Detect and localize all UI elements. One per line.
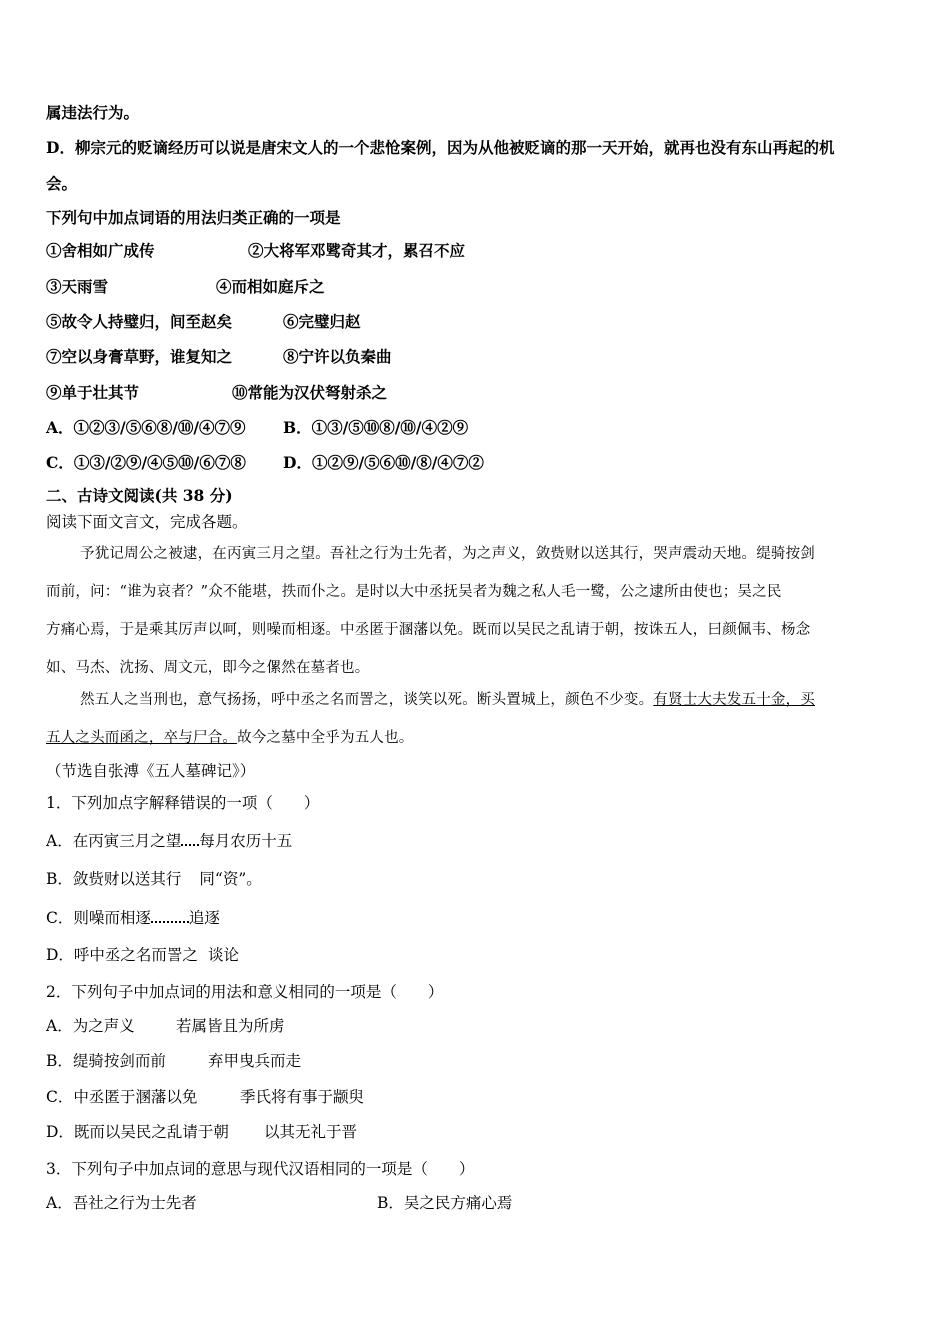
usage-item: ①舍相如广成传	[46, 241, 155, 260]
usage-item: ⑤故令人持璧归，间至赵矣	[46, 312, 233, 331]
passage-line: 而前，问：“谁为哀者？”众不能堪，抶而仆之。是时以大中丞抚吴者为魏之私人毛一鹭，公之逮所由使也；吴之民	[46, 584, 782, 600]
passage-paragraph-2-cont	[46, 728, 414, 748]
intro-line: 属违法行为。	[46, 103, 140, 122]
q2-option-d-right: 以其无礼于晋	[264, 1123, 358, 1141]
section-instruction: 阅读下面文言文，完成各题。	[46, 513, 248, 531]
intro-option-d-line2: 会。	[46, 174, 78, 193]
usage-item: ⑩常能为汉伏弩射杀之	[232, 383, 388, 402]
option-gloss: 每月农历十五	[199, 832, 293, 850]
q3-option-b: B．吴之民方痛心焉	[377, 1194, 513, 1212]
q2-option-a-left: A．为之声义	[46, 1017, 135, 1035]
passage-underlined-text: 有贤士大夫发五十金，买	[653, 692, 815, 708]
passage-underlined-text: 五人之头而函之，卒与尸合。	[46, 730, 238, 746]
usage-option-c: C．①③/②⑨/④⑤⑩/⑥⑦⑧	[46, 453, 246, 472]
intro-option-d-line1: D．柳宗元的贬谪经历可以说是唐宋文人的一个悲怆案例，因为从他被贬谪的那一天开始，就再也没有东山再起的机	[46, 138, 835, 157]
dot-emphasis-mark	[181, 830, 199, 846]
usage-option-d: D．①②⑨/⑤⑥⑩/⑧/④⑦②	[283, 453, 484, 472]
q1-prompt: 1．下列加点字解释错误的一项（ ）	[46, 794, 320, 812]
passage-text: 然五人之当刑也，意气扬扬，呼中丞之名而詈之，谈笑以死。断头置城上，颜色不少变。	[80, 692, 654, 708]
usage-item: ⑦空以身膏草野，谁复知之	[46, 347, 233, 366]
option-text: C．则噪而相逐	[46, 909, 151, 927]
q1-option-b	[46, 869, 262, 889]
q1-option-c	[46, 907, 220, 928]
usage-option-a: A．①②③/⑤⑥⑧/⑩/④⑦⑨	[46, 418, 246, 437]
passage-line: 予犹记周公之被逮，在丙寅三月之望。吾社之行为士先者，为之声义，敛赀财以送其行，哭声震动天地。缇骑按剑	[80, 546, 815, 562]
usage-item: ④而相如庭斥之	[216, 277, 325, 296]
passage-paragraph-2	[80, 690, 815, 710]
q2-option-a-right: 若属皆且为所虏	[176, 1017, 285, 1035]
usage-item: ③天雨雪	[46, 277, 109, 296]
usage-item: ⑨单于壮其节	[46, 383, 140, 402]
q2-option-b-right: 弃甲曳兵而走	[208, 1052, 302, 1070]
usage-option-b: B．①③/⑤⑩⑧/⑩/④②⑨	[283, 418, 469, 437]
option-gloss: 追逐	[188, 909, 220, 927]
passage-line: 如、马杰、沈扬、周文元，即今之傫然在墓者也。	[46, 660, 370, 676]
option-gloss: 谈论	[207, 946, 239, 964]
usage-item: ②大将军邓骘奇其才，累召不应	[248, 241, 466, 260]
passage-source: （节选自张溥《五人墓碑记》）	[46, 762, 256, 780]
q1-option-d	[46, 945, 239, 965]
section-heading: 二、古诗文阅读(共 38 分)	[46, 486, 233, 505]
option-text: D．呼中丞之名而詈之	[46, 946, 198, 964]
q2-option-d-left: D．既而以吴民之乱请于朝	[46, 1123, 229, 1141]
passage-line: 方痛心焉，于是乘其厉声以呵，则噪而相逐。中丞匿于溷藩以免。既而以吴民之乱请于朝，按诛五人，曰颜佩韦、杨念	[46, 622, 811, 638]
usage-item: ⑧宁许以负秦曲	[283, 347, 392, 366]
dot-emphasis-mark	[151, 907, 189, 923]
passage-text: 故今之墓中全乎为五人也。	[237, 730, 414, 746]
option-gloss: 同“资”。	[199, 870, 262, 888]
q3-prompt: 3．下列句子中加点词的意思与现代汉语相同的一项是（ ）	[46, 1160, 475, 1178]
usage-item: ⑥完璧归赵	[283, 312, 361, 331]
option-text: B．敛赀财以送其行	[46, 870, 182, 888]
q2-option-b-left: B．缇骑按剑而前	[46, 1052, 166, 1070]
q2-option-c-left: C．中丞匿于溷藩以免	[46, 1088, 198, 1106]
q3-option-a: A．吾社之行为士先者	[46, 1194, 197, 1212]
option-text: A．在丙寅三月之望	[46, 832, 182, 850]
q1-option-a	[46, 830, 292, 851]
question-usage-prompt: 下列句中加点词语的用法归类正确的一项是	[46, 208, 341, 227]
q2-option-c-right: 季氏将有事于颛臾	[240, 1088, 365, 1106]
q2-prompt: 2．下列句子中加点词的用法和意义相同的一项是（ ）	[46, 983, 444, 1001]
